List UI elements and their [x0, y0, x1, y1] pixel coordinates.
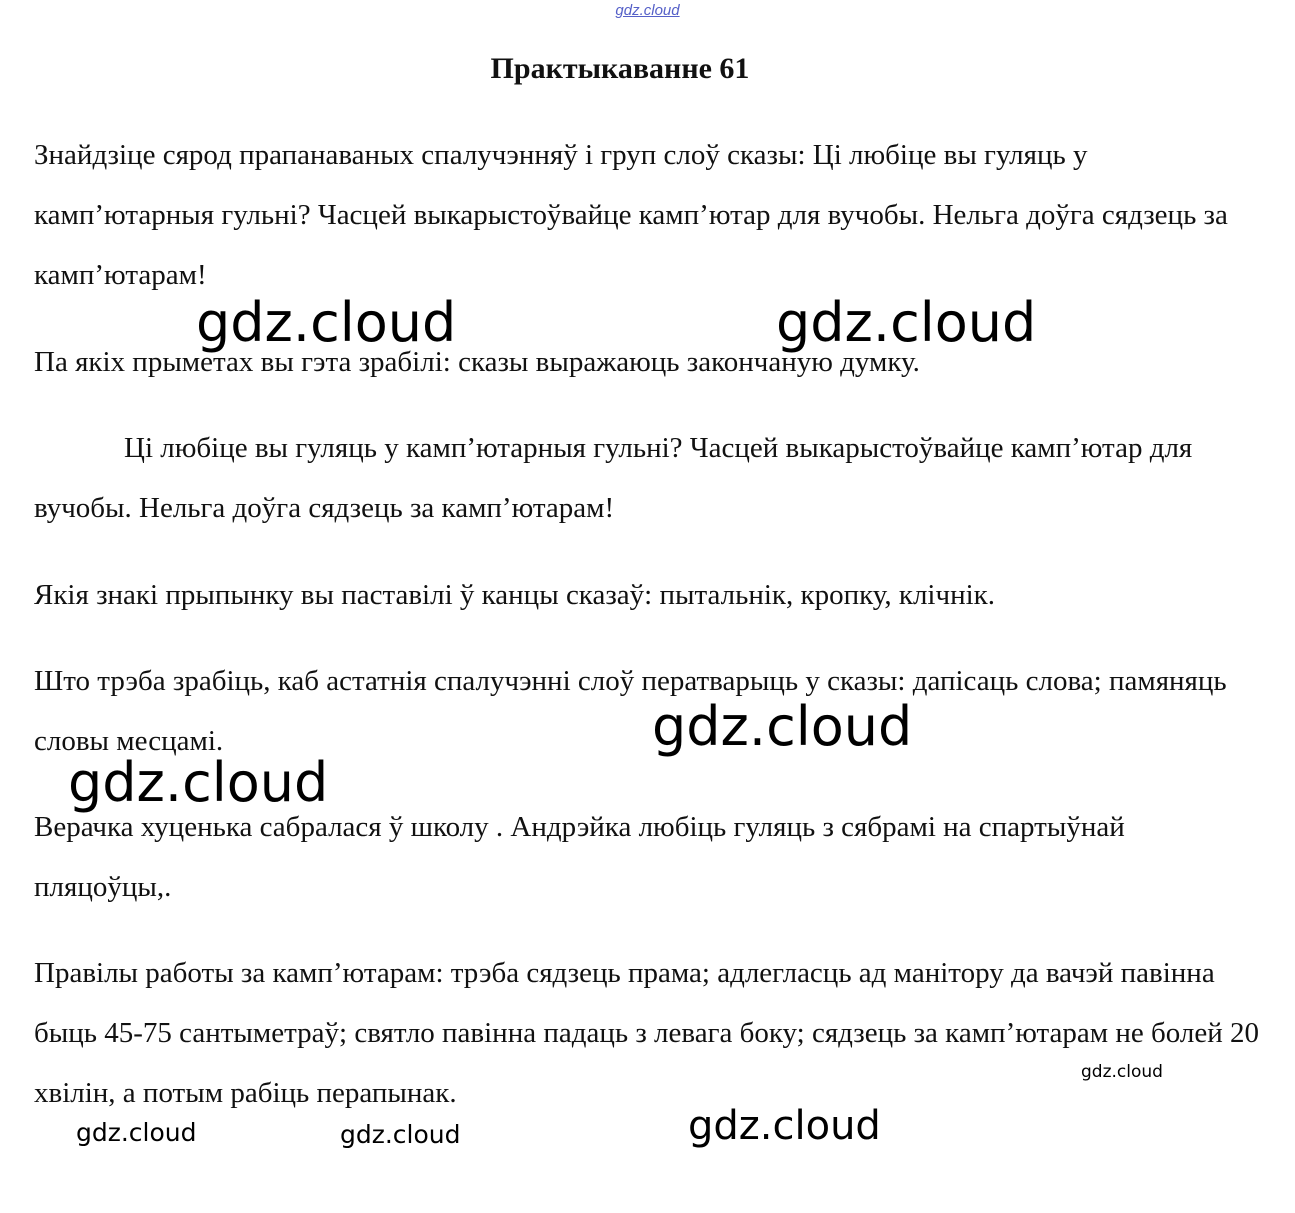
watermark: gdz.cloud [68, 751, 329, 814]
watermark: gdz.cloud [688, 1103, 881, 1149]
watermark: gdz.cloud [1081, 1062, 1163, 1082]
paragraph-examples: Верачка хуценька сабралася ў школу . Андрэйка любіць гуляць з сябрамі на спартыўнай пляцоўцы,. [34, 811, 1125, 903]
paragraph-criteria: Па якіх прыметах вы гэта зрабілі: сказы выражаюць закончаную думку. [34, 346, 920, 378]
page-title: Практыкаванне 61 [490, 52, 750, 85]
paragraph-punctuation: Якія знакі прыпынку вы паставілі ў канцы сказаў: пытальнік, кропку, клічнік. [34, 579, 995, 611]
watermark-top: gdz.cloud [615, 2, 680, 19]
paragraph-transform: Што трэба зрабіць, каб астатнія спалучэнні слоў ператварыць у сказы: дапісаць слова; памяняць словы месцамі. [34, 665, 1227, 757]
paragraph-task: Знайдзіце сярод прапанаваных спалучэнняў і груп слоў сказы: Ці любіце вы гуляць у камп’ютарныя гульні? Часцей выкарыстоўвайце камп’ютар для вучобы. Нельга доўга сядзець за камп’ютарам! [34, 139, 1228, 291]
watermark: gdz.cloud [340, 1120, 461, 1149]
paragraph-sentences: Ці любіце вы гуляць у камп’ютарныя гульні? Часцей выкарыстоўвайце камп’ютар для вучобы. Нельга доўга сядзець за камп’ютарам! [34, 432, 1193, 524]
watermark: gdz.cloud [76, 1118, 197, 1147]
watermark: gdz.cloud [776, 291, 1037, 354]
watermark: gdz.cloud [652, 695, 913, 758]
paragraph-rules: Правілы работы за камп’ютарам: трэба сядзець прама; адлегласць ад манітору да вачэй павінна быць 45-75 сантыметраў; святло павінна падаць з левага боку; сядзець за камп’ютарам не болей 20 хвілін, а потым рабіць перапынак. [34, 957, 1260, 1109]
watermark: gdz.cloud [196, 291, 457, 354]
